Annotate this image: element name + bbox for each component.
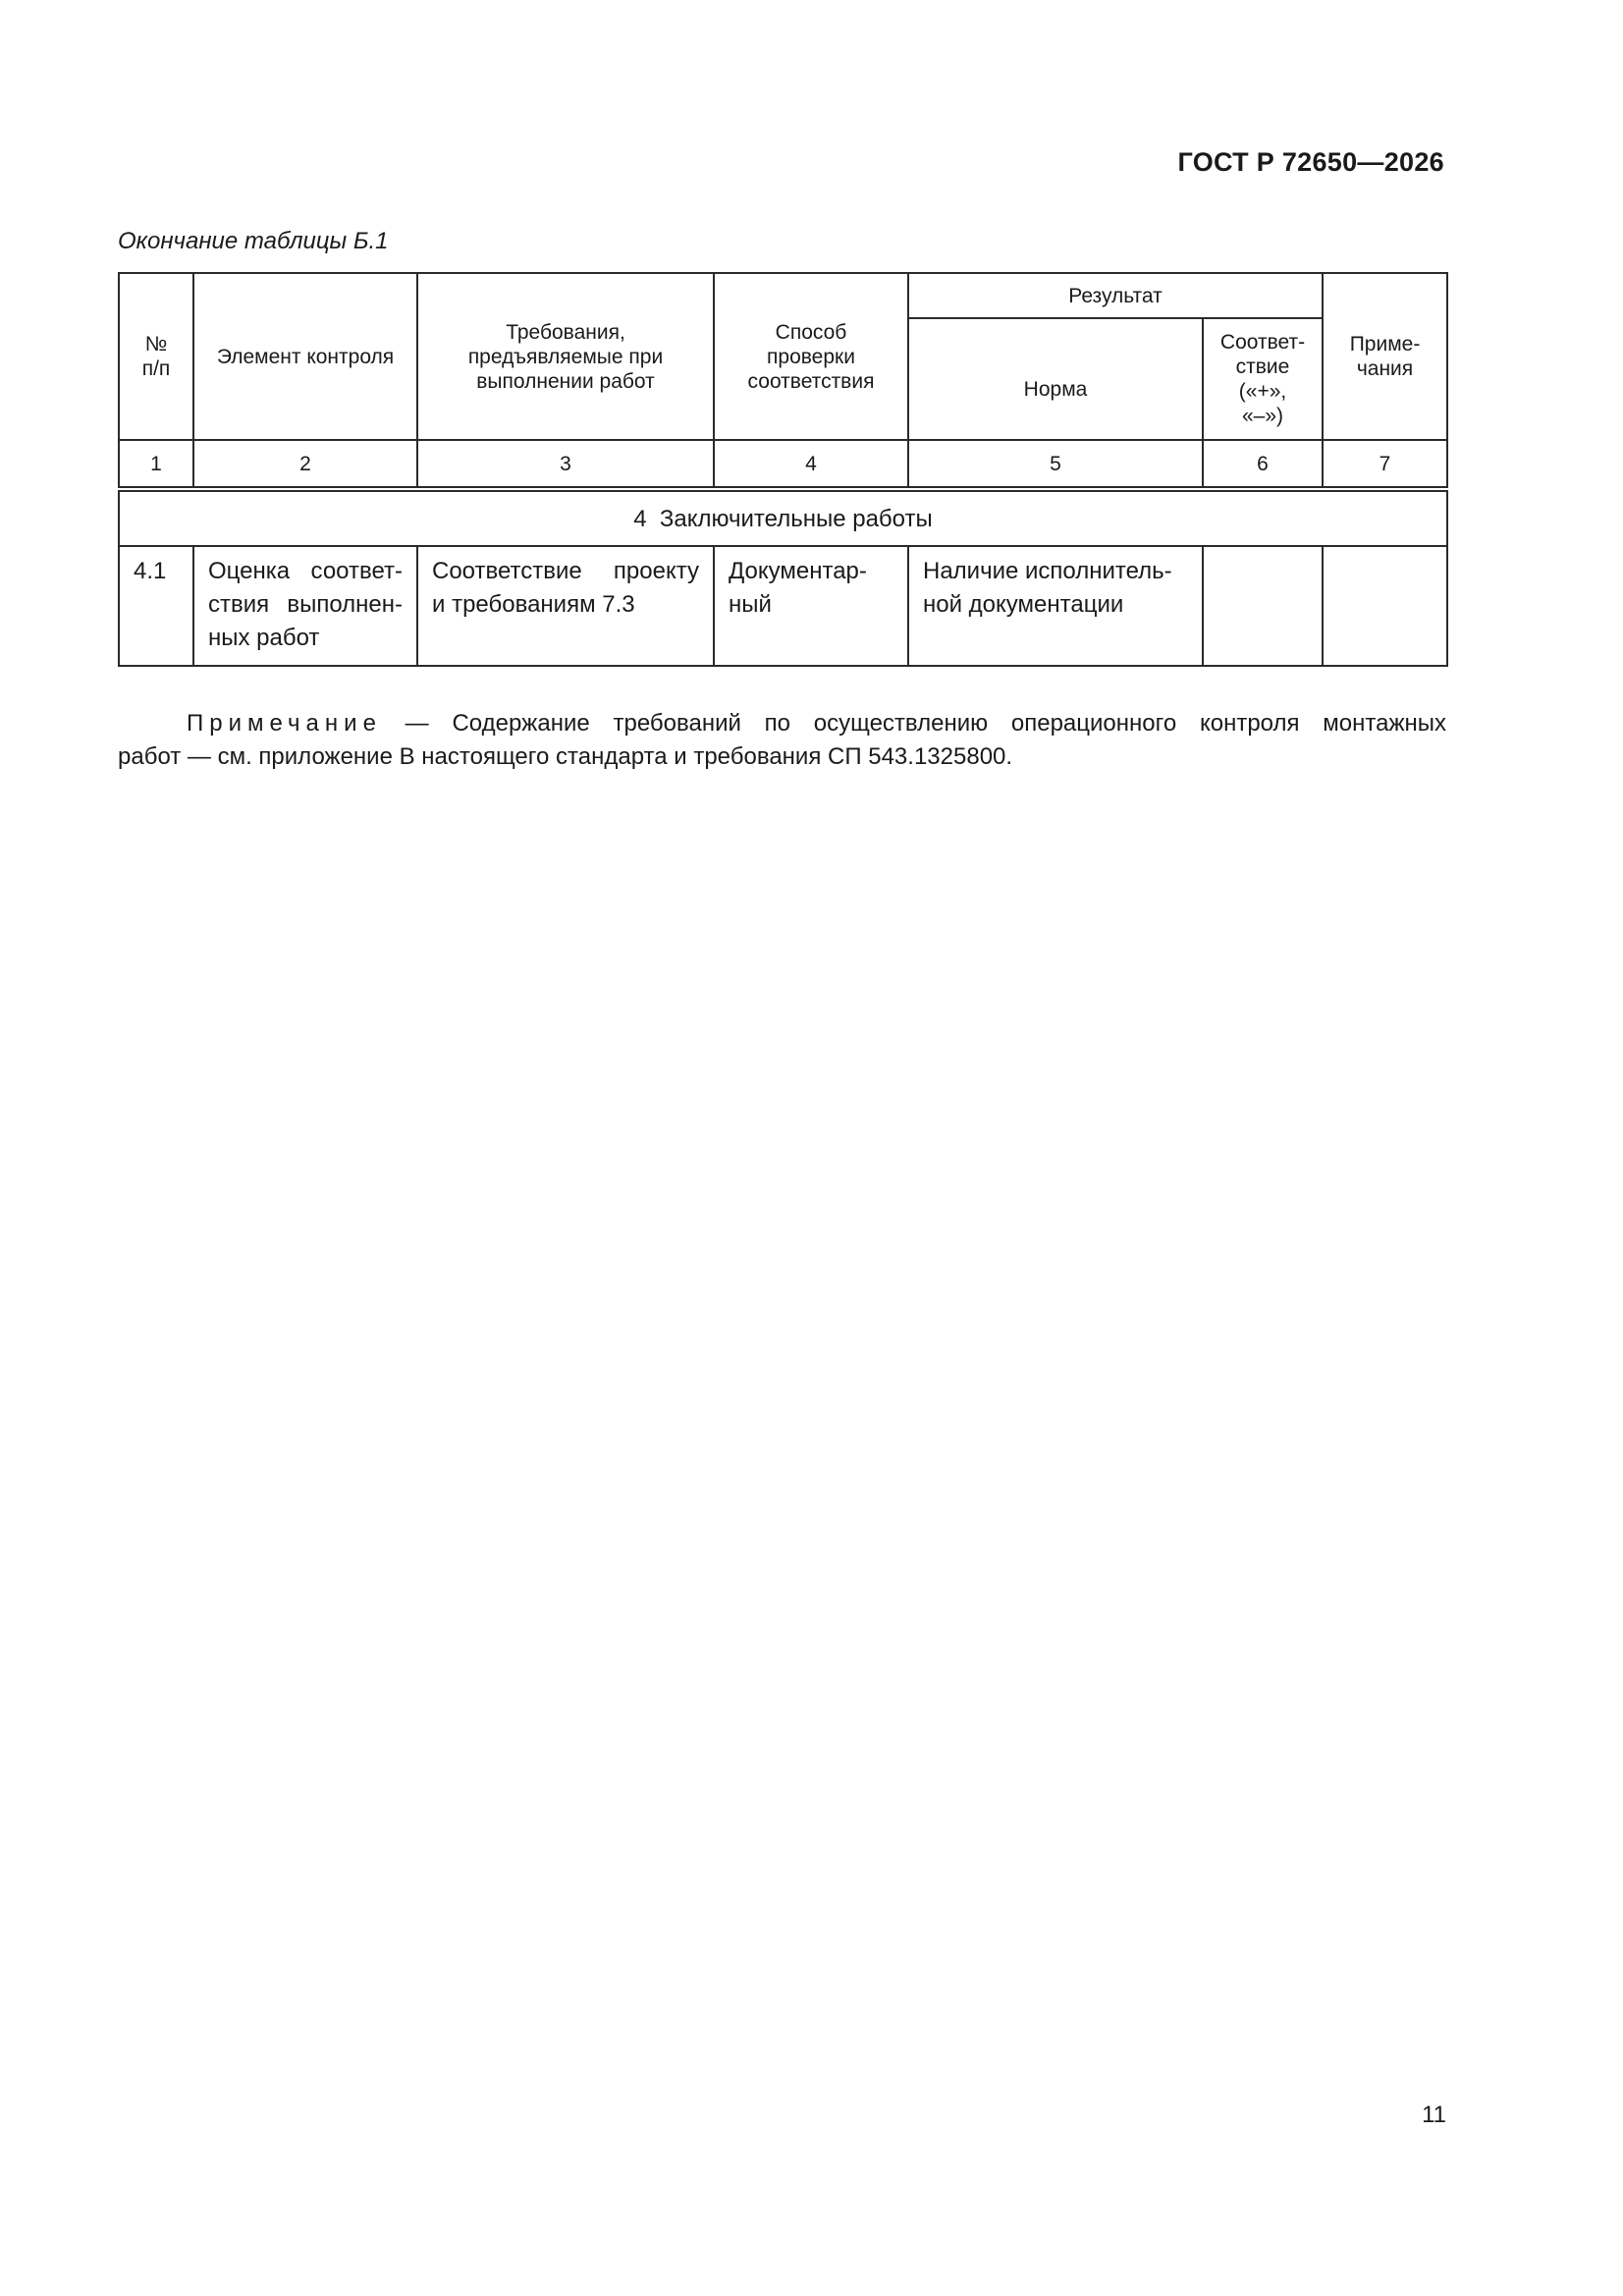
column-number: 2: [193, 440, 417, 489]
cell-conformity: [1203, 546, 1323, 666]
table-note: [118, 707, 1446, 774]
column-number: 5: [908, 440, 1203, 489]
header-norm: Норма: [908, 318, 1203, 440]
header-num: № п/п: [119, 273, 193, 440]
header-notes: Приме- чания: [1323, 273, 1447, 440]
page-number: 11: [1422, 2102, 1446, 2128]
document-code: ГОСТ Р 72650—2026: [1177, 147, 1444, 177]
cell-requirement: Соответствие проекту и требованиям 7.3: [417, 546, 714, 666]
cell-method: Документар- ный: [714, 546, 908, 666]
section-row: [119, 489, 1447, 546]
note-line-1: — Содержание требований по осуществлению операционного контроля монтажных: [381, 710, 1446, 737]
section-title: 4 Заключительные работы: [119, 489, 1447, 546]
header-method: Способ проверки соответствия: [714, 273, 908, 440]
cell-num: 4.1: [119, 546, 193, 666]
header-conformity: Соответ- ствие («+», «–»): [1203, 318, 1323, 440]
column-number: 4: [714, 440, 908, 489]
header-requirements: Требования, предъявляемые при выполнении работ: [417, 273, 714, 440]
control-table: [118, 272, 1448, 667]
table-caption: Окончание таблицы Б.1: [118, 228, 389, 254]
table-row: [119, 546, 1447, 666]
cell-notes: [1323, 546, 1447, 666]
column-number: 7: [1323, 440, 1447, 489]
column-number: 6: [1203, 440, 1323, 489]
cell-norm: Наличие исполнитель- ной документации: [908, 546, 1203, 666]
header-row-1: [119, 273, 1447, 318]
column-number: 3: [417, 440, 714, 489]
header-element: Элемент контроля: [193, 273, 417, 440]
note-label: Примечание: [187, 710, 382, 737]
column-number-row: [119, 440, 1447, 489]
header-result: Результат: [908, 273, 1323, 318]
column-number: 1: [119, 440, 193, 489]
note-line-2: работ — см. приложение В настоящего стандарта и требования СП 543.1325800.: [118, 743, 1013, 770]
cell-element: Оценка соответ- ствия выполнен- ных работ: [193, 546, 417, 666]
